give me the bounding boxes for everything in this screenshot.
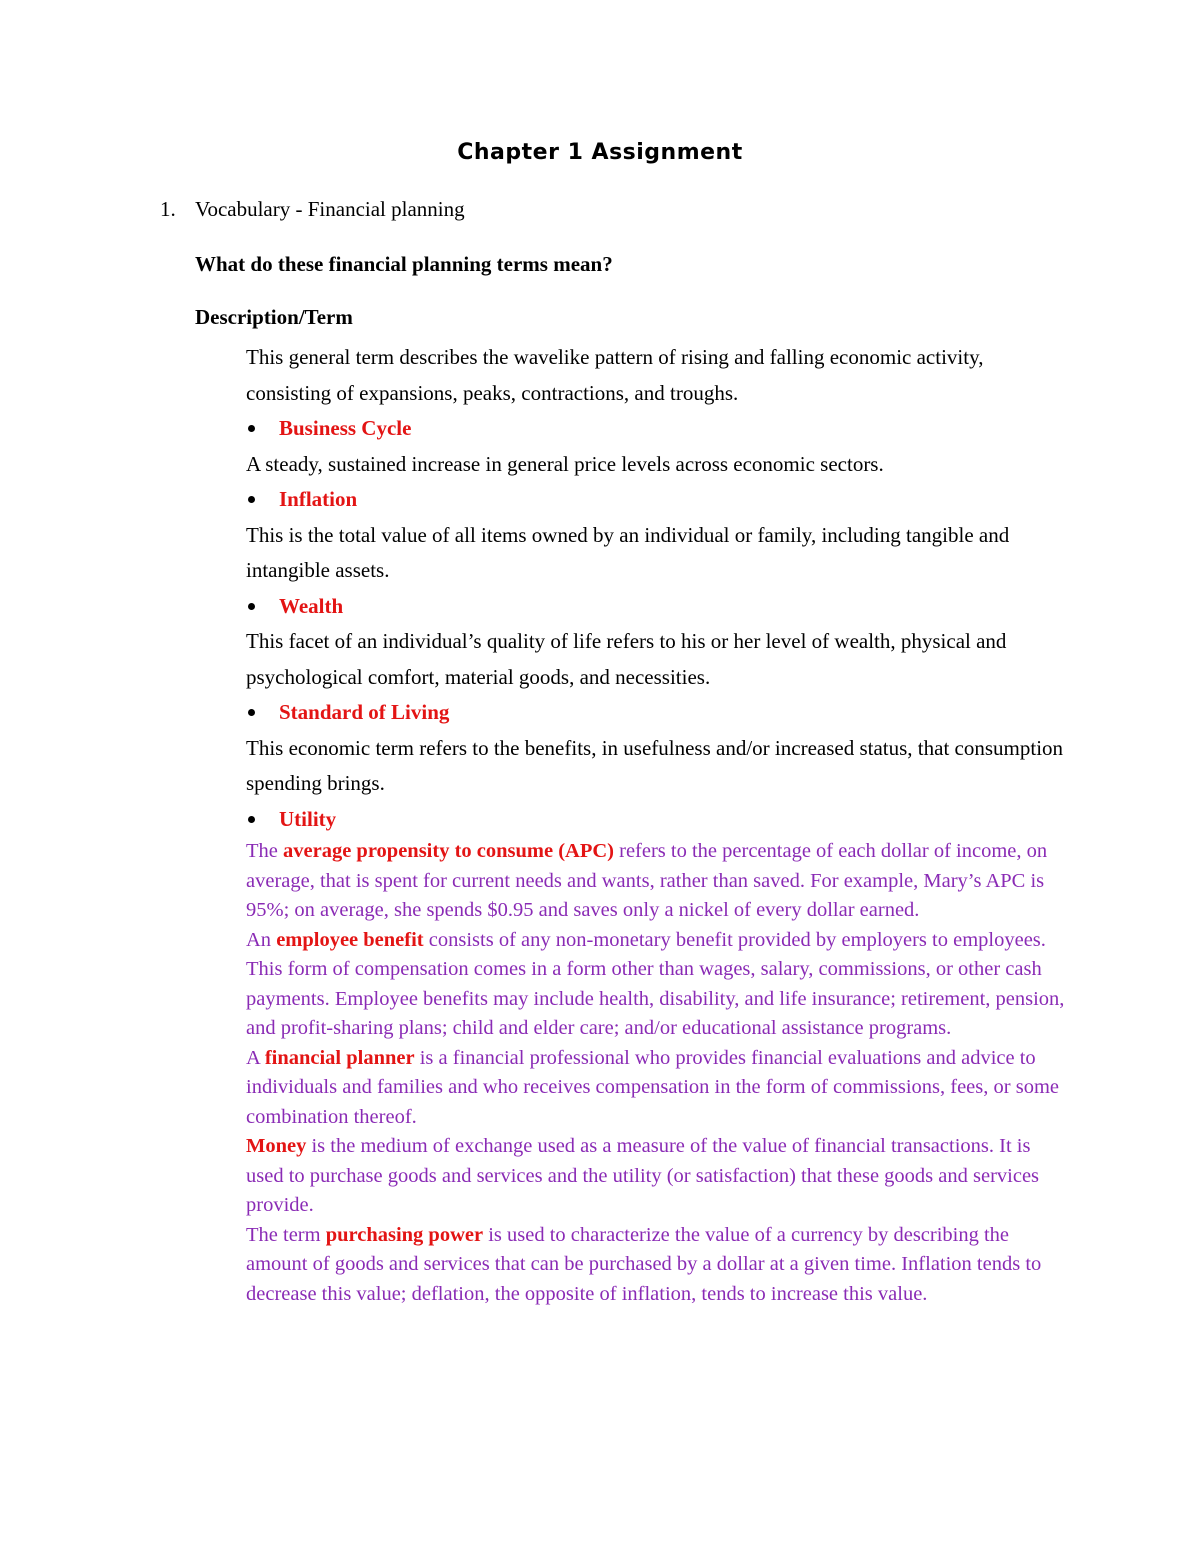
vocabulary-entries [246,340,1066,1309]
definition-prefix: A [246,1046,265,1069]
definition-paragraph [246,1044,1066,1133]
definition-text: is used to characterize the value of a currency by describing the amount of goods and services that can be purchased by a dollar at a given time. Inflation tends to decrease this value; deflation, the opposite of inflation, tends to increase this value. [246,1223,1042,1305]
entry-term [246,411,1066,447]
bullet-icon [248,709,255,716]
definition-paragraph [246,837,1066,926]
list-number: 1. [160,197,176,221]
definition-text: consists of any non-monetary benefit provided by employers to employees. This form of compensation comes in a form other than wages, salary, commissions, or other cash payments. Employee benefits may include health, disability, and life insurance; retirement, pension, and profit-sharing plans; child and elder care; and/or educational assistance programs. [246,928,1065,1039]
definition-term: financial planner [264,1046,415,1069]
entry-description: This facet of an individual’s quality of life refers to his or her level of wealth, physical and psychological comfort, material goods, and necessities. [246,629,1007,689]
list-item-text: Vocabulary - Financial planning [195,197,465,221]
definition-term: average propensity to consume (APC) [283,840,614,862]
entry-term [246,482,1066,518]
section-heading: Description/Term [195,305,353,329]
definition-paragraph [246,926,1066,1044]
definition-prefix: The [246,840,283,862]
bullet-icon [248,816,255,823]
bullet-icon [248,603,255,610]
definition-text: is a financial professional who provides financial evaluations and advice to individuals and families and who receives compensation in the form of commissions, fees, or some combination thereof. [246,1046,1059,1128]
bullet-icon [248,425,255,432]
entry-term [246,589,1066,625]
entry-term-label: Utility [279,806,337,831]
entry-description: This is the total value of all items owned by an individual or family, including tangible and intangible assets. [246,522,1010,582]
definition-prefix: An [246,928,277,951]
definition-term: Money [246,1135,307,1157]
definition-term: employee benefit [276,928,424,951]
answer-definitions [246,837,1066,1309]
entry-term-label: Standard of Living [279,700,450,724]
definition-paragraph [246,1221,1066,1310]
definition-paragraph [246,1132,1066,1221]
entry-term-label: Inflation [279,487,358,511]
entry-description: This economic term refers to the benefits, in usefulness and/or increased status, that consumption spending brings. [246,735,1064,795]
entry-term [246,802,1066,838]
entry-description: This general term describes the wavelike pattern of rising and falling economic activity, consisting of expansions, peaks, contractions, and troughs. [246,345,984,405]
entry-description: A steady, sustained increase in general price levels across economic sectors. [246,451,884,476]
page-title: Chapter 1 Assignment [457,140,743,165]
entry-term-label: Business Cycle [279,416,412,440]
definition-prefix: The term [246,1223,326,1246]
numbered-list-item [160,197,465,222]
question-heading: What do these financial planning terms mean? [195,252,613,276]
definition-text: is the medium of exchange used as a measure of the value of financial transactions. It is used to purchase goods and services and the utility (or satisfaction) that these goods and services provide. [246,1135,1040,1216]
definition-term: purchasing power [325,1223,484,1246]
entry-term-label: Wealth [279,593,344,618]
entry-term [246,695,1066,731]
definition-text: refers to the percentage of each dollar of income, on average, that is spent for current needs and wants, rather than saved. For example, Mary’s APC is 95%; on average, she spends $0.95 and saves only a nickel of every dollar earned. [246,840,1048,921]
bullet-icon [248,496,255,503]
